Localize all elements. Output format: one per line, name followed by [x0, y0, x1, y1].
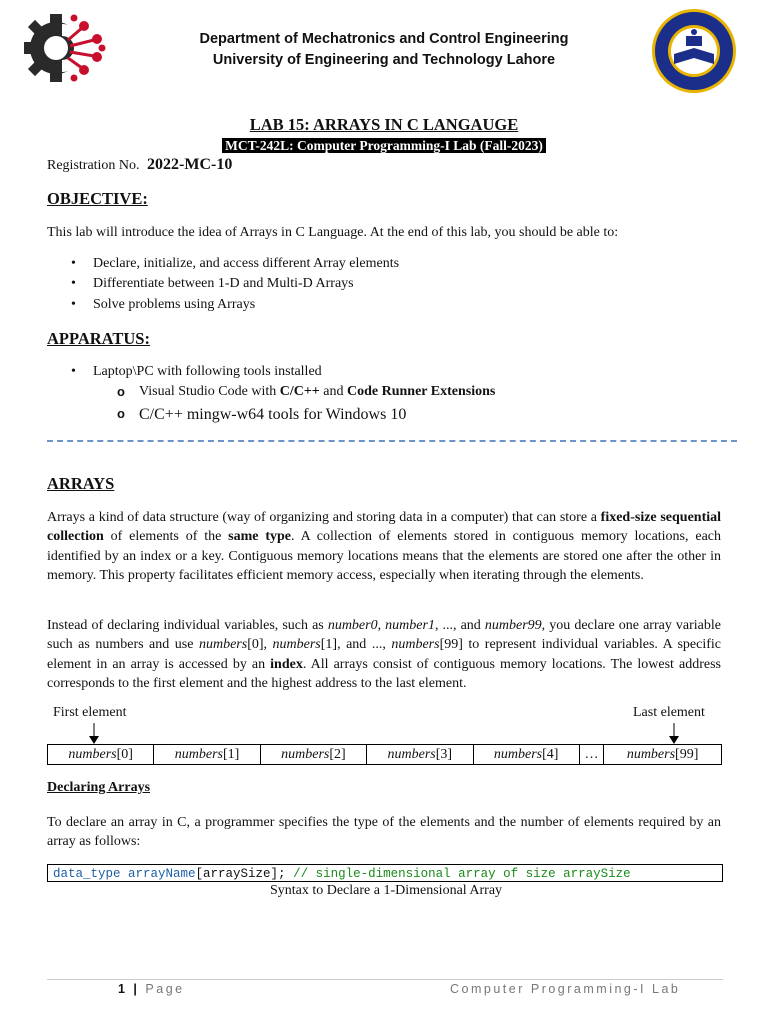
array-cell: numbers[0] [48, 745, 154, 765]
apparatus-subitem: o C/C++ mingw-w64 tools for Windows 10 [117, 406, 407, 423]
bullet-icon: • [71, 256, 76, 271]
registration [47, 156, 232, 174]
course-title: MCT-242L: Computer Programming-I Lab (Fall-2023) [0, 137, 768, 155]
footer-page: 1 | Page [118, 982, 185, 996]
circle-bullet-icon: o [117, 406, 125, 421]
array-cell: … [579, 745, 603, 765]
objective-intro: This lab will introduce the idea of Arrays in C Language. At the end of this lab, you should be able to: [47, 225, 619, 240]
registration-value: 2022-MC-10 [147, 156, 233, 173]
first-element-label: First element [53, 705, 127, 720]
registration-label: Registration No. [47, 158, 140, 173]
bullet-icon: • [71, 364, 76, 379]
last-element-arrow-icon [668, 723, 680, 745]
university-seal [650, 8, 738, 94]
code-caption: Syntax to Declare a 1-Dimensional Array [269, 883, 503, 898]
array-cell: numbers[3] [367, 745, 473, 765]
objective-item: • Differentiate between 1-D and Multi-D Arrays [71, 276, 354, 291]
objective-heading: OBJECTIVE: [47, 189, 148, 208]
array-cell: numbers[1] [154, 745, 260, 765]
apparatus-item: • Laptop\PC with following tools installed [71, 364, 322, 379]
bullet-icon: • [71, 297, 76, 312]
array-diagram [47, 744, 722, 765]
arrays-heading: ARRAYS [47, 474, 115, 493]
declaring-arrays-text: To declare an array in C, a programmer specifies the type of the elements and the number of elements required by an array as follows: [47, 815, 721, 850]
array-cell: numbers[4] [473, 745, 579, 765]
department-name: Department of Mechatronics and Control Engineering [199, 31, 569, 47]
department-logo [22, 10, 108, 86]
footer-divider [47, 979, 723, 980]
objective-item: • Declare, initialize, and access different Array elements [71, 256, 400, 271]
array-cell: numbers[99] [604, 745, 722, 765]
code-snippet: data_type arrayName[arraySize]; // single-dimensional array of size arraySize [47, 864, 723, 882]
last-element-label: Last element [633, 705, 705, 720]
objective-item: • Solve problems using Arrays [71, 297, 256, 312]
arrays-paragraph-1: Arrays a kind of data structure (way of organizing and storing data in a computer) that can store a fixed-size sequential collection of elements of the same type. A collection of elements stored in contiguous memory locations, each identified by an index or a key. Contiguous memory locations means that the elements are stored one after the other in memory. This property facilitates efficient memory access, especially when iterating through the elements. [47, 510, 722, 583]
lab-title: LAB 15: ARRAYS IN C LANGAUGE [249, 115, 519, 134]
footer-course: Computer Programming-I Lab [450, 982, 681, 996]
array-cell: numbers[2] [260, 745, 366, 765]
declaring-arrays-heading: Declaring Arrays [47, 780, 151, 795]
apparatus-subitem: o Visual Studio Code with C/C++ and Code Runner Extensions [117, 384, 496, 399]
apparatus-heading: APPARATUS: [47, 329, 150, 348]
arrays-paragraph-2: Instead of declaring individual variables, such as number0, number1, ..., and number99, you declare one array variable such as numbers and use numbers[0], numbers[1], and ..., numbers[99] to represent individual variables. A specific element in an array is accessed by an index. All arrays consist of contiguous memory locations. The lowest address corresponds to the first element and the highest address to the last element. [47, 618, 722, 691]
first-element-arrow-icon [88, 723, 100, 745]
bullet-icon: • [71, 276, 76, 291]
university-name: University of Engineering and Technology Lahore [212, 52, 556, 68]
circle-bullet-icon: o [117, 384, 125, 399]
section-divider [47, 440, 737, 442]
